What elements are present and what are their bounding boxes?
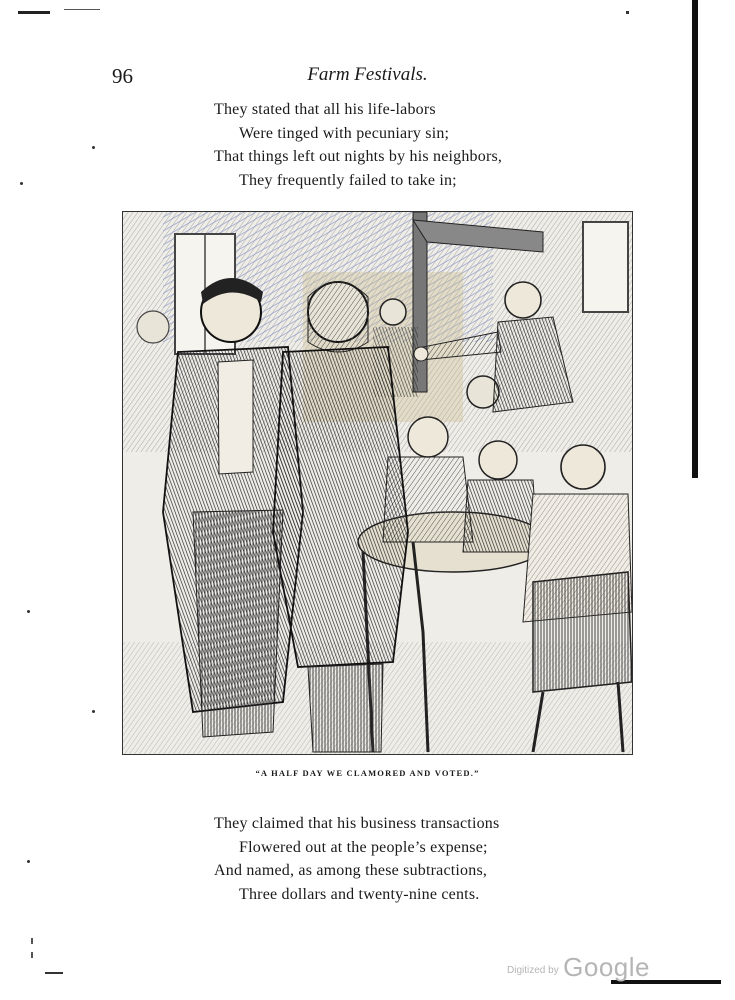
scan-mark — [626, 11, 629, 14]
page-number: 96 — [112, 64, 133, 88]
scan-mark — [64, 9, 100, 10]
scan-speck — [27, 610, 30, 613]
poem-line: Flowered out at the people’s expense; — [239, 838, 488, 856]
engraving-illustration — [122, 211, 633, 755]
scan-speck — [92, 146, 95, 149]
engraving-drawing — [123, 212, 632, 754]
poem-line: They frequently failed to take in; — [239, 171, 457, 189]
poem-line: That things left out nights by his neighbors, — [214, 148, 503, 165]
scan-mark — [18, 11, 50, 14]
illustration-caption: “A HALF DAY WE CLAMORED AND VOTED.” — [255, 768, 480, 778]
poem-line: Three dollars and twenty-nine cents. — [239, 885, 480, 903]
scan-speck — [92, 710, 95, 713]
poem-line: They claimed that his business transactions — [214, 815, 500, 832]
digitized-watermark — [507, 952, 650, 983]
running-title: Farm Festivals. — [307, 64, 428, 85]
scan-mark — [31, 938, 33, 944]
poem-line: Were tinged with pecuniary sin; — [239, 124, 450, 142]
scan-speck — [20, 182, 23, 185]
scan-speck — [27, 860, 30, 863]
poem-stanza-top — [214, 98, 502, 192]
watermark-prefix: Digitized by — [507, 965, 559, 976]
poem-line: And named, as among these subtractions, — [214, 862, 488, 879]
watermark-brand: Google — [563, 952, 650, 982]
scan-mark — [45, 972, 63, 974]
scan-mark — [31, 952, 33, 958]
poem-line: They stated that all his life-labors — [214, 101, 436, 118]
poem-stanza-bottom — [214, 812, 499, 906]
